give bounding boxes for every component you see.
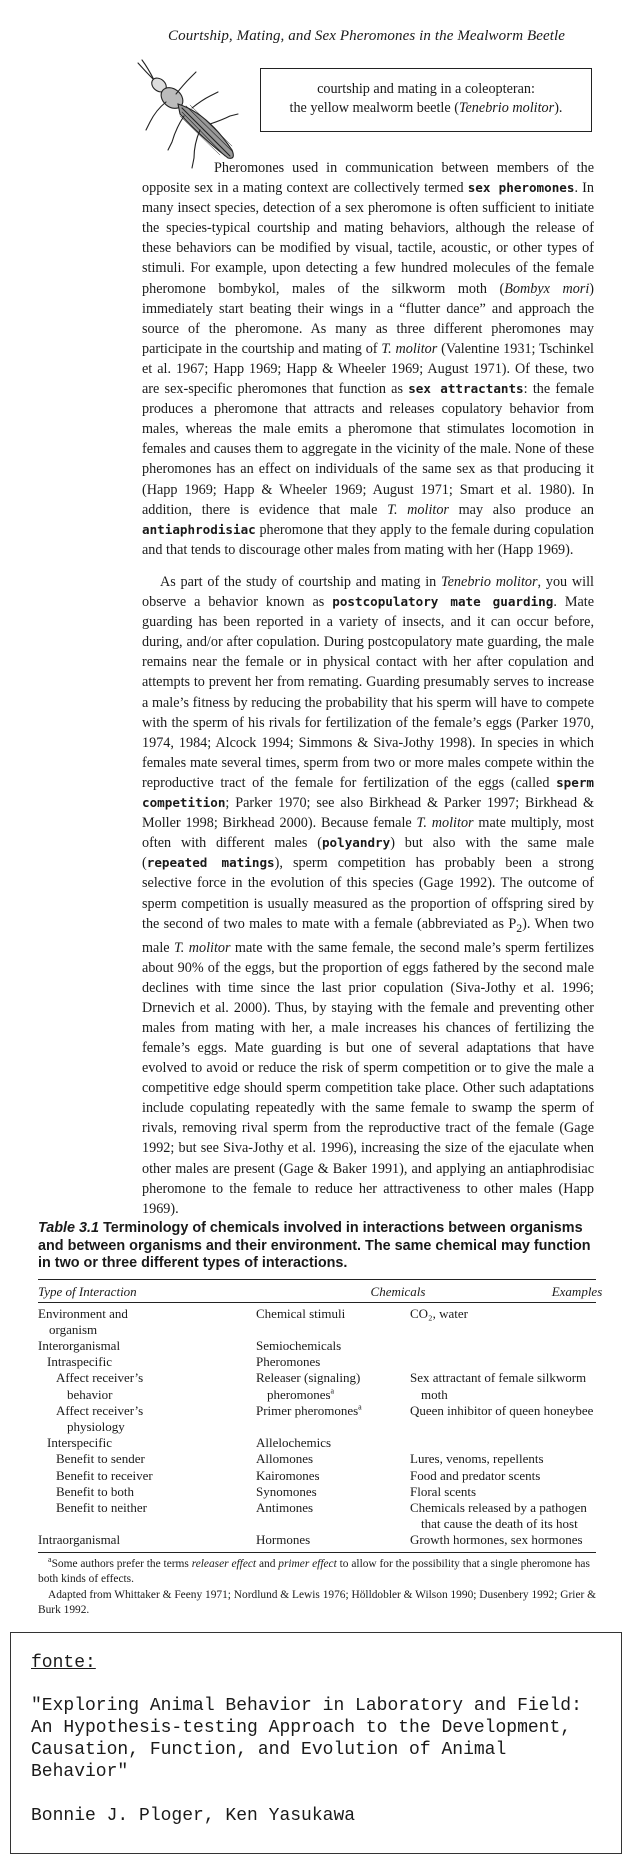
- table-title: [38, 1220, 596, 1273]
- caption-line-1: courtship and mating in a coleopteran:: [317, 81, 535, 97]
- cell-chemicals: [256, 1306, 412, 1338]
- text-run: ). When two male: [142, 915, 595, 956]
- figure-caption-box: [260, 68, 592, 132]
- text-run: mate multiply, most often with different males (: [142, 815, 594, 852]
- text-run: ) immediately start beating their wings in a “flutter dance” and approach the source of the pheromone. As many as three different pheromones may participate in the courtship and mating of: [142, 280, 594, 357]
- text-run: pheromone that they apply to the female during copulation and that tends to discourage other males from mating with her (Happ 1969).: [142, 521, 594, 558]
- source-book-title: "Exploring Animal Behavior in Laboratory and Field: An Hypothesis-testing Approach to the Development, Causation, Function, and Evolution of Animal Behavior": [31, 1696, 593, 1782]
- table-caption: Terminology of chemicals involved in interactions between organisms and between organisms and their environment. The same chemical may function in two or three different types of interactions.: [38, 1220, 591, 1271]
- header-examples: Examples: [551, 1283, 603, 1299]
- table-3-1: [38, 1220, 603, 1619]
- cell-chemicals: [256, 1435, 412, 1451]
- cell-chemicals: [256, 1403, 412, 1435]
- source-citation-box: [10, 1632, 622, 1854]
- footnote-marker: a: [358, 1402, 362, 1412]
- table-row: [38, 1354, 596, 1370]
- cell-spacer: [169, 1338, 263, 1354]
- mealworm-beetle-illustration: [132, 58, 250, 173]
- cell-chemicals: [256, 1532, 412, 1548]
- cell-type-of-interaction: Interspecific: [47, 1435, 112, 1451]
- cell-spacer: [187, 1468, 263, 1484]
- cell-spacer: [187, 1500, 263, 1532]
- text-run: . In many insect species, detection of a sex pheromone is often sufficient to initiate the species-typical courtship and mating behaviors, although the release of these behaviors can be modified by visual, tactile, acoustic, or other types of stimuli. For example, upon detecting a few hundred molecules of the female pheromone bombykol, males of the silkworm moth (: [142, 180, 594, 297]
- bold-term: repeated matings: [146, 855, 275, 871]
- bold-term: polyandry: [321, 835, 391, 851]
- chemicals-text: Kairomones: [256, 1467, 320, 1483]
- source-authors: Bonnie J. Ploger, Ken Yasukawa: [31, 1806, 356, 1826]
- italic-term: T. molitor: [173, 939, 231, 956]
- table-footnotes: [38, 1553, 596, 1619]
- cell-spacer: [178, 1354, 263, 1370]
- cell-type-of-interaction: Intraorganismal: [38, 1532, 121, 1548]
- cell-examples: [410, 1354, 609, 1370]
- chemicals-text: Releaser (signaling) pheromones: [256, 1370, 361, 1402]
- cell-spacer: [169, 1306, 263, 1338]
- text-run: Some authors prefer the terms: [51, 1557, 192, 1570]
- italic-term: T. molitor: [416, 815, 474, 832]
- cell-type-of-interaction: Benefit to sender: [56, 1451, 145, 1467]
- chemicals-text: Chemical stimuli: [256, 1305, 346, 1321]
- chemicals-text: Primer pheromones: [256, 1402, 359, 1418]
- cell-type-of-interaction: Affect receiver’s behavior: [56, 1370, 144, 1402]
- paragraph-sex-pheromones: [142, 158, 594, 560]
- cell-chemicals: [256, 1451, 412, 1467]
- text-run: may also produce an: [448, 501, 594, 518]
- cell-chemicals: [256, 1354, 412, 1370]
- cell-chemicals: [256, 1370, 412, 1402]
- bold-term: antiaphrodisiac: [142, 521, 256, 537]
- text-run: (Valentine 1931; Tschinkel et al. 1967; Happ 1969; Happ & Wheeler 1969; August 1971). Of these, two are sex-specific pheromones that function as: [142, 340, 594, 398]
- source-label: fonte:: [31, 1653, 96, 1673]
- cell-spacer: [187, 1403, 263, 1435]
- adapted-from-note: Adapted from Whittaker & Feeny 1971; Nordlund & Lewis 1976; Hölldobler & Wilson 1990; Dusenbery 1992; Grier & Burk 1992.: [38, 1588, 597, 1617]
- chemicals-text: Synomones: [256, 1483, 317, 1499]
- cell-examples: [410, 1338, 609, 1354]
- chemicals-text: Semiochemicals: [256, 1337, 342, 1353]
- text-run: : the female produces a pheromone that attracts and releases copulatory behavior from males, whereas the male emits a pheromone that stimulates locomotion in females and causes them to aggregate in the vicinity of the male. None of these pheromones has an effect on individuals of the same sex as that producing it (Happ 1969; Happ & Wheeler 1969; August 1971; Smart et al. 1980). In addition, there is evidence that male: [142, 381, 594, 518]
- chemicals-text: Allelochemics: [256, 1435, 332, 1451]
- table-body: [38, 1303, 596, 1552]
- cell-examples: Food and predator scents: [410, 1467, 541, 1483]
- text-run: ) but also with the same male (: [142, 835, 594, 872]
- cell-type-of-interaction: Intraspecific: [47, 1354, 112, 1370]
- paragraph-2-text: [142, 572, 594, 1219]
- cell-spacer: [187, 1370, 263, 1402]
- table-row: [38, 1500, 596, 1532]
- cell-type-of-interaction: Benefit to receiver: [56, 1467, 153, 1483]
- cell-spacer: [178, 1435, 263, 1451]
- cell-type-of-interaction: Interorganismal: [38, 1337, 121, 1353]
- table-label: Table 3.1: [38, 1220, 100, 1236]
- chemicals-text: Pheromones: [256, 1354, 321, 1370]
- table-row: [38, 1451, 596, 1467]
- chemicals-text: Antimones: [256, 1499, 314, 1515]
- footnote-marker: a: [330, 1386, 335, 1396]
- table-row: [38, 1370, 596, 1402]
- table-row: [38, 1403, 596, 1435]
- table-row: [38, 1435, 596, 1451]
- table-row: [38, 1338, 596, 1354]
- footnote-a: [38, 1554, 596, 1588]
- cell-type-of-interaction: Environment and organism: [38, 1305, 128, 1337]
- header-type: Type of Interaction: [38, 1283, 137, 1299]
- text-run: Pheromones used in communication between members of the opposite sex in a mating context are collectively termed: [142, 160, 594, 197]
- subscript: 2: [516, 920, 523, 935]
- running-head: Courtship, Mating, and Sex Pheromones in the Mealworm Beetle: [168, 28, 566, 44]
- text-run: As part of the study of courtship and mating in: [160, 574, 442, 590]
- cell-examples: [410, 1435, 609, 1451]
- cell-examples: Chemicals released by a pathogen that cause the death of its host: [410, 1499, 587, 1532]
- footnote-marker: a: [48, 1554, 52, 1564]
- text-run: ), sperm competition has probably been a strong selective force in the evolution of this species (Gage 1992). The outcome of sperm competition is usually measured as the proportion of offspring sired by the second of two males to mate with a female (abbreviated as P: [142, 855, 594, 932]
- paragraph-mate-guarding: [142, 572, 594, 1219]
- text-run: ; Parker 1970; see also Birkhead & Parker 1997; Birkhead & Moller 1998; Birkhead 2000). Because female: [142, 795, 594, 832]
- cell-examples: CO₂, water: [410, 1305, 468, 1321]
- text-run: and: [256, 1557, 279, 1570]
- cell-chemicals: [256, 1338, 412, 1354]
- cell-spacer: [169, 1532, 263, 1548]
- cell-spacer: [187, 1451, 263, 1467]
- table-row: [38, 1468, 596, 1484]
- bold-term: postcopulatory mate guarding: [332, 594, 554, 610]
- cell-chemicals: [256, 1500, 412, 1532]
- cell-spacer: [187, 1484, 263, 1500]
- table-header-row: [38, 1280, 603, 1302]
- chemicals-text: Allomones: [256, 1451, 314, 1467]
- cell-examples: Lures, venoms, repellents: [410, 1451, 544, 1467]
- table-row: [38, 1532, 596, 1548]
- text-run: . Mate guarding has been reported in a variety of insects, and it can occur before, during, and/or after copulation. During postcopulatory mate guarding, the male remains near the female or in physical contact with her after copulation and attempts to prevent her from remating. Guarding presumably serves to increase a male’s fitness by reducing the probability that his sperm will have to compete with the sperm of his rivals for fertilization of the female’s eggs (Parker 1970, 1974, 1984; Alcock 1994; Simmons & Siva-Jothy 1998). In species in which females mate several times, sperm from two or more males compete within the reproductive tract of the female for fertilization of the eggs (called: [142, 594, 594, 791]
- cell-examples: Floral scents: [410, 1483, 477, 1499]
- cell-type-of-interaction: Benefit to neither: [56, 1499, 147, 1515]
- cell-examples: Growth hormones, sex hormones: [410, 1532, 583, 1548]
- cell-examples: Sex attractant of female silkworm moth: [410, 1370, 587, 1402]
- italic-term: Bombyx mori: [504, 280, 590, 297]
- cell-type-of-interaction: Benefit to both: [56, 1483, 134, 1499]
- text-run: to allow for the possibility that a single pheromone has both kinds of effects.: [38, 1557, 590, 1586]
- italic-term: releaser effect: [191, 1557, 257, 1570]
- italic-term: primer effect: [278, 1557, 337, 1570]
- beetle-drawing: [132, 58, 250, 173]
- cell-chemicals: [256, 1484, 412, 1500]
- italic-term: T. molitor: [381, 340, 438, 357]
- header-chemicals: Chemicals: [370, 1283, 426, 1299]
- bold-term: sperm competition: [142, 774, 594, 811]
- text-run: , you will observe a behavior known as: [142, 574, 594, 611]
- table-row: [38, 1306, 596, 1338]
- italic-term: T. molitor: [387, 501, 449, 518]
- italic-term: Tenebrio molitor: [441, 574, 538, 590]
- bold-term: sex pheromones: [467, 180, 575, 196]
- chemicals-text: Hormones: [256, 1532, 311, 1548]
- cell-type-of-interaction: Affect receiver’s physiology: [56, 1402, 144, 1434]
- caption-line-2: the yellow mealworm beetle (Tenebrio molitor).: [289, 100, 563, 116]
- bold-term: sex attractants: [408, 381, 524, 397]
- cell-chemicals: [256, 1468, 412, 1484]
- cell-examples: Queen inhibitor of queen honeybee: [410, 1402, 594, 1418]
- paragraph-1-text: [142, 158, 594, 560]
- table-row: [38, 1484, 596, 1500]
- text-run: mate with the same female, the second male’s sperm fertilizes about 90% of the eggs, but the proportion of eggs fathered by the second male declines with time since the last prior copulation (Siva-Jothy et al. 1996; Drnevich et al. 2000). Thus, by staying with the female and preventing other males from mating with her, a male increases his chances of fertilizing the female’s eggs. Mate guarding is but one of several adaptations that have evolved to avoid or reduce the risk of sperm competition or to give the male a competitive edge should sperm competition take place. Other such adaptations include copulating repeatedly with the same female to swamp the sperm of rivals, removing rival sperm from the reproductive tract of the female (Gage 1992; but see Siva-Jothy et al. 1996), increasing the size of the ejaculate when other males are present (Gage & Baker 1991), and applying an antiaphrodisiac pheromone to the female to reduce her attractiveness to other males (Happ 1969).: [142, 939, 594, 1217]
